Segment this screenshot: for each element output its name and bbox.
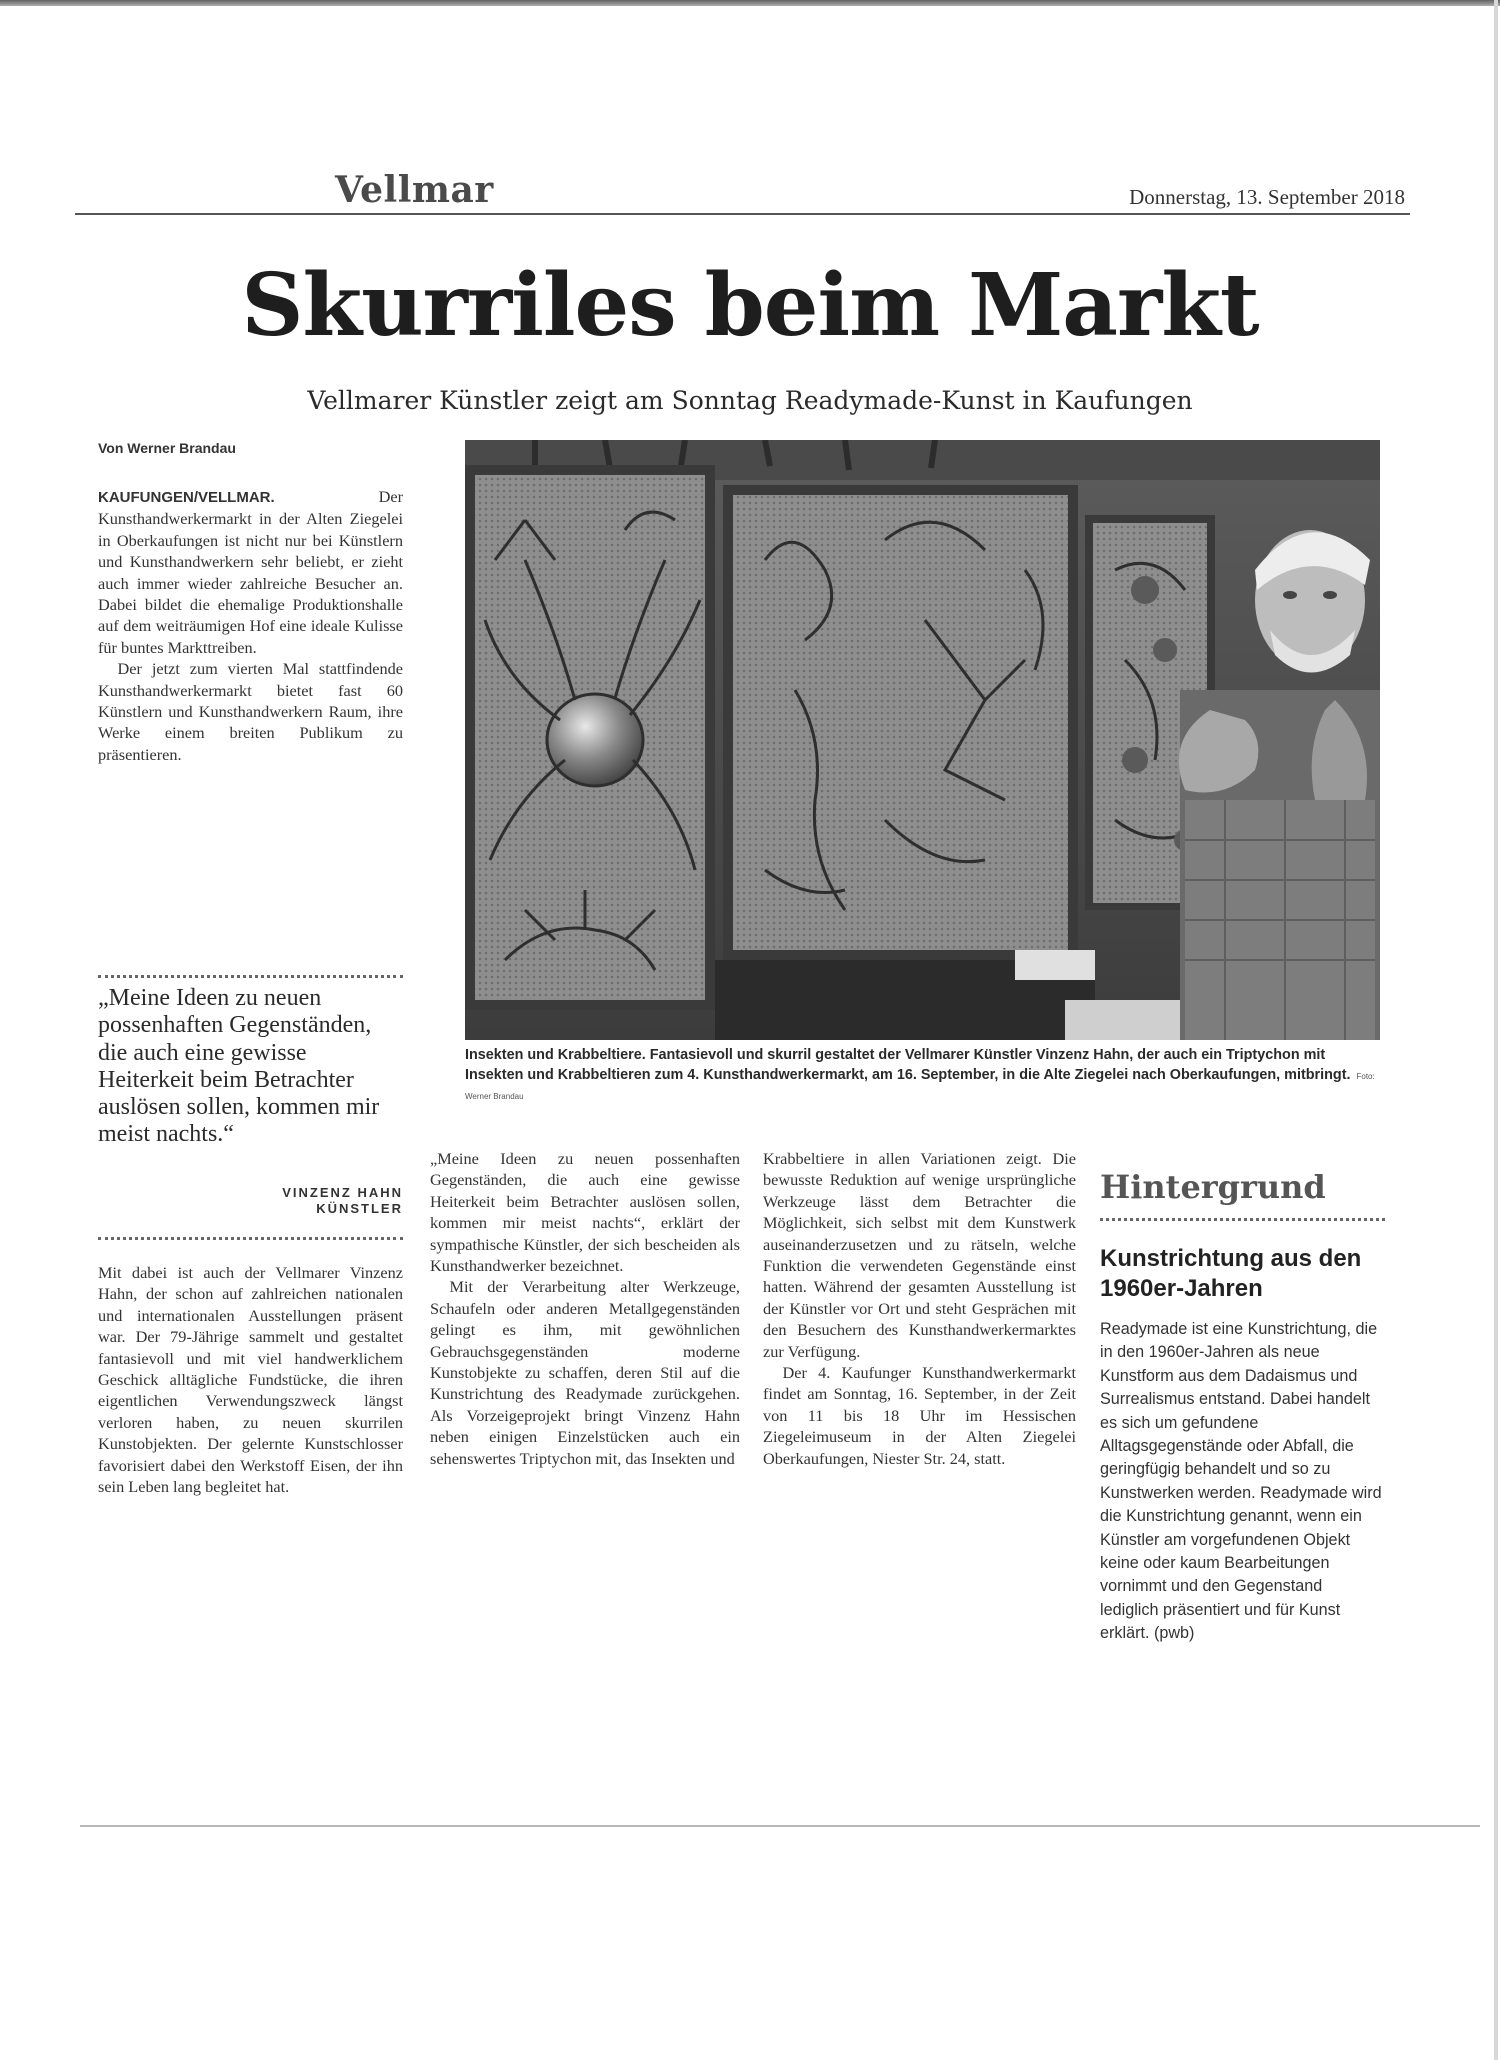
article-column-2 xyxy=(430,1148,740,1469)
column-3-paragraph-2: Der 4. Kaufunger Kunsthandwerkermarkt findet am Sonntag, 16. September, in der Zeit von 11 bis 18 Uhr im Hessischen Ziegeleimuseum in der Alten Ziegelei Oberkaufungen, Niester Str. 24, statt. xyxy=(763,1363,1076,1468)
pull-quote: „Meine Ideen zu neuen possenhaften Gegenständen, die auch eine gewisse Heiterkeit beim Betrachter auslösen sollen, kommen mir meist nachts.“ xyxy=(98,985,380,1148)
section-title: Vellmar xyxy=(335,169,494,211)
page-header xyxy=(75,165,1410,217)
hintergrund-heading: Kunstrichtung aus den 1960er-Jahren xyxy=(1100,1245,1362,1302)
column-2-paragraph-1: „Meine Ideen zu neuen possenhaften Gegenständen, die auch eine gewisse Heiterkeit beim Betrachter auslösen sollen, kommen mir meist nachts“, erklärt der sympathische Künstler, der sich bescheiden als Kunsthandwerker bezeichnet. xyxy=(430,1149,740,1276)
issue-date: Donnerstag, 13. September 2018 xyxy=(1129,185,1405,209)
quote-divider-top xyxy=(98,975,403,978)
photo-caption xyxy=(465,1046,1380,1107)
headline: Skurriles beim Markt xyxy=(241,255,1259,356)
byline: Von Werner Brandau xyxy=(98,440,236,456)
article-photo xyxy=(465,440,1380,1040)
intro-text-1: Der Kunsthandwerkermarkt in der Alten Ziegelei in Oberkaufungen ist nicht nur bei Künstlern und Kunsthandwerkern sehr beliebt, er zieht auch immer wieder zahlreiche Besucher an. Dabei bildet die ehemalige Produktionshalle auf dem weiträumigen Hof eine ideale Kulisse für buntes Markttreiben. xyxy=(98,487,403,657)
hintergrund-text: Readymade ist eine Kunstrichtung, die in den 1960er-Jahren als neue Kunstform aus dem Dadaismus und Surrealismus entstand. Dabei handelt es sich um gefundene Alltagsgegenstände oder Abfall, die geringfügig behandelt und so zu Kunstwerken werden. Readymade wird die Kunstrichtung genannt, wenn ein Künstler am vorgefundenen Objekt keine oder kaum Bearbeitungen vornimmt und den Gegenstand lediglich präsentiert und für Kunst erklärt. (pwb) xyxy=(1100,1320,1382,1643)
scan-edge-top xyxy=(0,0,1500,6)
quote-divider-bottom xyxy=(98,1237,403,1240)
article-column-3 xyxy=(763,1148,1076,1469)
bottom-rule xyxy=(80,1825,1480,1827)
hintergrund-divider xyxy=(1100,1218,1385,1221)
column-2-paragraph-2: Mit der Verarbeitung alter Werkzeuge, Schaufeln oder anderen Metallgegenständen gelingt es ihm, mit gewöhnlichen Gebrauchsgegenständen moderne Kunstobjekte zu schaffen, deren Stil auf die Kunstrichtung des Readymade zurückgehen. Als Vorzeigeprojekt bringt Vinzenz Hahn neben einigen Einzelstücken auch ein sehenswertes Triptychon mit, das Insekten und xyxy=(430,1277,740,1468)
quote-author-role: KÜNSTLER xyxy=(316,1201,403,1216)
column-3-paragraph-1: Krabbeltiere in allen Variationen zeigt. Die bewusste Reduktion auf wenige ursprüngliche Werkzeuge lässt dem Betrachter die Möglichkeit, sich selbst mit dem Kunstwerk auseinanderzusetzen und zu rätseln, welche Funktion die verwendeten Gegenstände einst hatten. Während der gesamten Ausstellung ist der Künstler vor Ort und steht Gesprächen mit den Besuchern des Kunsthandwerkermarktes zur Verfügung. xyxy=(763,1149,1076,1361)
quote-author-name: VINZENZ HAHN xyxy=(282,1185,403,1200)
column-1-paragraph-1: Mit dabei ist auch der Vellmarer Vinzenz Hahn, der schon auf zahlreichen nationalen und internationalen Ausstellungen präsent war. Der 79-Jährige sammelt und gestaltet fantasievoll und mit viel handwerklichem Geschick alltägliche Fundstücke, die ihren eigentlichen Verwendungszweck längst verloren haben, zu neuen skurrilen Kunstobjekten. Der gelernte Kunstschlosser favorisiert dabei den Werkstoff Eisen, der ihn sein Leben lang begleitet hat. xyxy=(98,1263,403,1497)
photo-credit: Foto: Werner Brandau xyxy=(465,1071,1375,1101)
hintergrund-title: Hintergrund xyxy=(1100,1168,1326,1206)
caption-text: Insekten und Krabbeltiere. Fantasievoll und skurril gestaltet der Vellmarer Künstler Vinzenz Hahn, der auch ein Triptychon mit Insekten und Krabbeltieren zum 4. Kunsthandwerkermarkt, am 16. September, in die Alte Ziegelei nach Oberkaufungen, mitbringt. xyxy=(465,1047,1351,1083)
dateline: KAUFUNGEN/VELLMAR. xyxy=(98,489,275,506)
subheadline: Vellmarer Künstler zeigt am Sonntag Readymade-Kunst in Kaufungen xyxy=(307,386,1193,415)
article-intro xyxy=(98,486,403,765)
header-rule xyxy=(75,213,1410,215)
intro-paragraph-1 xyxy=(98,486,403,658)
pull-quote-attribution xyxy=(98,1185,403,1217)
article-column-1 xyxy=(98,1262,403,1497)
photo-triptych-artist xyxy=(465,440,1380,1040)
intro-paragraph-2: Der jetzt zum vierten Mal stattfindende Kunsthandwerkermarkt bietet fast 60 Künstlern und Kunsthandwerkern Raum, ihre Werke einem breiten Publikum zu präsentieren. xyxy=(98,659,403,764)
